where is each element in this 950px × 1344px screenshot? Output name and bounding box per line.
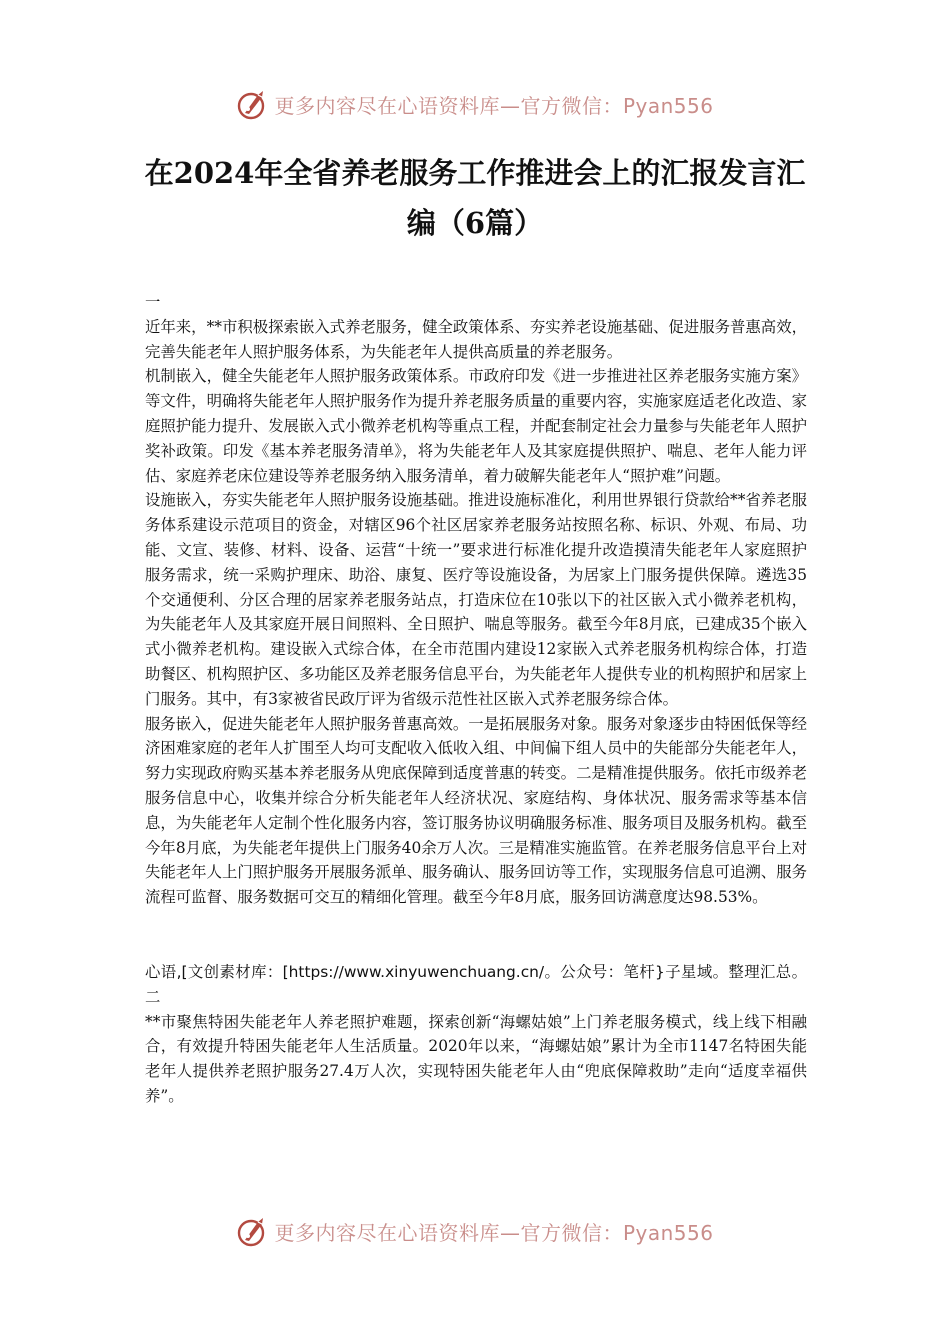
- header-watermark-banner: [0, 84, 950, 124]
- document-body: [145, 290, 807, 1109]
- header-watermark-inner: [236, 87, 713, 121]
- paragraph: **市聚焦特困失能老年人养老照护难题，探索创新“海螺姑娘”上门养老服务模式，线上线下相融合，有效提升特困失能老年人生活质量。2020年以来，“海螺姑娘”累计为全市1147名特困失能老年人提供养老照护服务27.4万人次，实现特困失能老年人由“兜底保障救助”走向“适度幸福供养”。: [145, 1012, 807, 1105]
- paragraph: 近年来，**市积极探索嵌入式养老服务，健全政策体系、夯实养老设施基础、促进服务普惠高效，完善失能老年人照护服务体系，为失能老年人提供高质量的养老服务。: [145, 317, 807, 361]
- paragraph: 设施嵌入，夯实失能老年人照护服务设施基础。推进设施标准化，利用世界银行贷款给**省养老服务体系建设示范项目的资金，对辖区96个社区居家养老服务站按照名称、标识、外观、布局、功能、文宣、装修、材料、设备、运营“十统一”要求进行标准化提升改造摸清失能老年人家庭照护服务需求，统一采购护理床、助浴、康复、医疗等设施设备，为居家上门服务提供保障。遴选35个交通便利、分区合理的居家养老服务站点，打造床位在10张以下的社区嵌入式小微养老机构，为失能老年人及其家庭开展日间照料、全日照护、喘息等服务。截至今年8月底，已建成35个嵌入式小微养老机构。建设嵌入式综合体，在全市范围内建设12家嵌入式养老服务机构综合体，打造助餐区、机构照护区、多功能区及养老服务信息平台，为失能老年人提供专业的机构照护和居家上门服务。其中，有3家被省民政厅评为省级示范性社区嵌入式养老服务综合体。: [145, 491, 807, 708]
- pen-nib-logo-icon: [236, 1214, 270, 1248]
- source-note: 心语,[文创素材库：[https://www.xinyuwenchuang.cn/。公众号：笔杆}子星域。整理汇总。二: [145, 962, 807, 1006]
- paragraph: 机制嵌入，健全失能老年人照护服务政策体系。市政府印发《进一步推进社区养老服务实施方案》等文件，明确将失能老年人照护服务作为提升养老服务质量的重要内容，实施家庭适老化改造、家庭照护能力提升、发展嵌入式小微养老机构等重点工程，并配套制定社会力量参与失能老年人照护奖补政策。印发《基本养老服务清单》，将为失能老年人及其家庭提供照护、喘息、老年人能力评估、家庭养老床位建设等养老服务纳入服务清单，着力破解失能老年人“照护难”问题。: [145, 367, 807, 485]
- paragraph: 服务嵌入，促进失能老年人照护服务普惠高效。一是拓展服务对象。服务对象逐步由特困低保等经济困难家庭的老年人扩围至人均可支配收入低收入组、中间偏下组人员中的失能部分失能老年人，努力实现政府购买基本养老服务从兜底保障到适度普惠的转变。二是精准提供服务。依托市级养老服务信息中心，收集并综合分析失能老年人经济状况、家庭结构、身体状况、服务需求等基本信息，为失能老年人定制个性化服务内容，签订服务协议明确服务标准、服务项目及服务机构。截至今年8月底，为失能老年提供上门服务40余万人次。三是精准实施监管。在养老服务信息平台上对失能老年人上门照护服务开展服务派单、服务确认、服务回访等工作，实现服务信息可追溯、服务流程可监督、服务数据可交互的精细化管理。截至今年8月底，服务回访满意度达98.53%。: [145, 714, 807, 907]
- header-watermark-text: 更多内容尽在心语资料库—官方微信：Pyan556: [274, 93, 714, 118]
- section-marker-one: 一: [145, 293, 161, 311]
- footer-watermark-text: 更多内容尽在心语资料库—官方微信：Pyan556: [274, 1220, 714, 1245]
- footer-watermark-inner: [236, 1214, 713, 1248]
- section-spacer: [145, 910, 807, 960]
- document-title: 在2024年全省养老服务工作推进会上的汇报发言汇编（6篇）: [144, 156, 806, 240]
- footer-watermark-banner: [0, 1211, 950, 1251]
- pen-nib-logo-icon: [236, 87, 270, 121]
